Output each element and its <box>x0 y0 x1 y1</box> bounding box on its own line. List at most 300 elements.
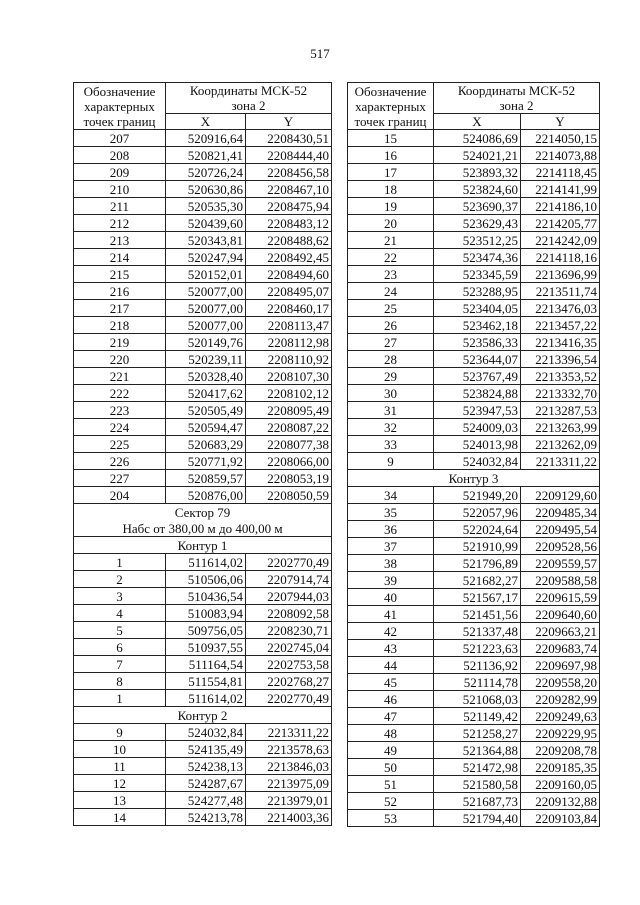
point-id: 9 <box>348 453 434 470</box>
y-coordinate: 2213846,03 <box>246 758 332 775</box>
x-coordinate: 520535,30 <box>166 198 246 215</box>
point-id: 33 <box>348 436 434 453</box>
point-id: 35 <box>348 504 434 521</box>
point-id: 53 <box>348 810 434 827</box>
table-row <box>348 436 600 453</box>
point-id: 34 <box>348 487 434 504</box>
y-coordinate: 2209249,63 <box>521 708 600 725</box>
point-id: 10 <box>74 741 166 758</box>
section-row <box>74 707 332 724</box>
table-row <box>348 725 600 742</box>
y-coordinate: 2209103,84 <box>521 810 600 827</box>
y-coordinate: 2208456,58 <box>246 164 332 181</box>
table-row <box>348 742 600 759</box>
y-coordinate: 2213396,54 <box>521 351 600 368</box>
point-id: 31 <box>348 402 434 419</box>
table-row <box>348 215 600 232</box>
header-coordinates-title: Координаты МСК-52 <box>434 83 600 99</box>
point-id: 32 <box>348 419 434 436</box>
table-row <box>74 724 332 741</box>
table-row <box>348 164 600 181</box>
x-coordinate: 511614,02 <box>166 690 246 707</box>
y-coordinate: 2209697,98 <box>521 657 600 674</box>
y-coordinate: 2213975,09 <box>246 775 332 792</box>
x-coordinate: 520726,24 <box>166 164 246 181</box>
y-coordinate: 2209132,88 <box>521 793 600 810</box>
x-coordinate: 524086,69 <box>434 130 521 147</box>
y-coordinate: 2209160,05 <box>521 776 600 793</box>
table-row <box>348 147 600 164</box>
table-row <box>74 453 332 470</box>
point-id: 221 <box>74 368 166 385</box>
point-id: 45 <box>348 674 434 691</box>
y-coordinate: 2208095,49 <box>246 402 332 419</box>
y-coordinate: 2209208,78 <box>521 742 600 759</box>
point-id: 15 <box>348 130 434 147</box>
x-coordinate: 524032,84 <box>434 453 521 470</box>
y-coordinate: 2209495,54 <box>521 521 600 538</box>
x-coordinate: 521949,20 <box>434 487 521 504</box>
x-coordinate: 520152,01 <box>166 266 246 283</box>
x-coordinate: 522024,64 <box>434 521 521 538</box>
y-coordinate: 2213332,70 <box>521 385 600 402</box>
table-row <box>74 283 332 300</box>
point-id: 2 <box>74 571 166 588</box>
x-coordinate: 520505,49 <box>166 402 246 419</box>
y-coordinate: 2208092,58 <box>246 605 332 622</box>
x-coordinate: 523824,60 <box>434 181 521 198</box>
x-coordinate: 509756,05 <box>166 622 246 639</box>
y-coordinate: 2207914,74 <box>246 571 332 588</box>
x-coordinate: 523947,53 <box>434 402 521 419</box>
x-coordinate: 521910,99 <box>434 538 521 555</box>
point-id: 218 <box>74 317 166 334</box>
y-coordinate: 2208077,38 <box>246 436 332 453</box>
point-id: 40 <box>348 589 434 606</box>
table-row <box>348 385 600 402</box>
section-label: Контур 2 <box>74 707 332 724</box>
y-coordinate: 2214073,88 <box>521 147 600 164</box>
point-id: 216 <box>74 283 166 300</box>
point-id: 38 <box>348 555 434 572</box>
header-zone: зона 2 <box>166 98 332 114</box>
x-coordinate: 520417,62 <box>166 385 246 402</box>
y-coordinate: 2209129,60 <box>521 487 600 504</box>
x-coordinate: 524213,78 <box>166 809 246 826</box>
table-row <box>348 793 600 810</box>
coordinates-table-left <box>73 82 332 826</box>
table-row <box>348 606 600 623</box>
point-id: 42 <box>348 623 434 640</box>
table-row <box>348 521 600 538</box>
y-coordinate: 2208460,17 <box>246 300 332 317</box>
section-label: Сектор 79 <box>74 504 332 521</box>
x-coordinate: 521794,40 <box>434 810 521 827</box>
table-row <box>74 605 332 622</box>
x-coordinate: 523690,37 <box>434 198 521 215</box>
x-coordinate: 521337,48 <box>434 623 521 640</box>
table-row <box>74 368 332 385</box>
table-row <box>348 487 600 504</box>
table-row <box>74 232 332 249</box>
x-coordinate: 523767,49 <box>434 368 521 385</box>
x-coordinate: 523462,18 <box>434 317 521 334</box>
y-coordinate: 2209663,21 <box>521 623 600 640</box>
point-id: 208 <box>74 147 166 164</box>
y-coordinate: 2208483,12 <box>246 215 332 232</box>
y-coordinate: 2208107,30 <box>246 368 332 385</box>
x-coordinate: 521149,42 <box>434 708 521 725</box>
y-coordinate: 2209558,20 <box>521 674 600 691</box>
point-id: 219 <box>74 334 166 351</box>
y-coordinate: 2214003,36 <box>246 809 332 826</box>
y-coordinate: 2208053,19 <box>246 470 332 487</box>
point-id: 209 <box>74 164 166 181</box>
point-id: 7 <box>74 656 166 673</box>
point-id: 52 <box>348 793 434 810</box>
x-coordinate: 521687,73 <box>434 793 521 810</box>
y-coordinate: 2213262,09 <box>521 436 600 453</box>
table-row <box>348 317 600 334</box>
table-row <box>74 622 332 639</box>
y-coordinate: 2202768,27 <box>246 673 332 690</box>
y-coordinate: 2208492,45 <box>246 249 332 266</box>
y-coordinate: 2202753,58 <box>246 656 332 673</box>
x-coordinate: 521136,92 <box>434 657 521 674</box>
y-coordinate: 2213311,22 <box>246 724 332 741</box>
header-point-designation: Обозначение характерных точек границ <box>74 83 166 130</box>
y-coordinate: 2208230,71 <box>246 622 332 639</box>
point-id: 213 <box>74 232 166 249</box>
y-coordinate: 2214118,45 <box>521 164 600 181</box>
x-coordinate: 521451,56 <box>434 606 521 623</box>
header-row <box>348 83 600 99</box>
table-row <box>348 572 600 589</box>
section-row <box>74 537 332 554</box>
point-id: 207 <box>74 130 166 147</box>
point-id: 220 <box>74 351 166 368</box>
x-coordinate: 520077,00 <box>166 300 246 317</box>
y-coordinate: 2208087,22 <box>246 419 332 436</box>
x-coordinate: 524238,13 <box>166 758 246 775</box>
x-coordinate: 521258,27 <box>434 725 521 742</box>
point-id: 11 <box>74 758 166 775</box>
point-id: 46 <box>348 691 434 708</box>
point-id: 39 <box>348 572 434 589</box>
table-row <box>74 690 332 707</box>
point-id: 211 <box>74 198 166 215</box>
point-id: 41 <box>348 606 434 623</box>
y-coordinate: 2209229,95 <box>521 725 600 742</box>
x-coordinate: 520439,60 <box>166 215 246 232</box>
y-coordinate: 2208467,10 <box>246 181 332 198</box>
table-row <box>348 776 600 793</box>
point-id: 210 <box>74 181 166 198</box>
x-coordinate: 521364,88 <box>434 742 521 759</box>
table-row <box>348 249 600 266</box>
table-row <box>74 215 332 232</box>
header-row <box>74 83 332 99</box>
x-coordinate: 521580,58 <box>434 776 521 793</box>
point-id: 50 <box>348 759 434 776</box>
y-coordinate: 2208110,92 <box>246 351 332 368</box>
y-coordinate: 2209528,56 <box>521 538 600 555</box>
x-coordinate: 524032,84 <box>166 724 246 741</box>
point-id: 48 <box>348 725 434 742</box>
y-coordinate: 2208475,94 <box>246 198 332 215</box>
table-row <box>348 708 600 725</box>
x-coordinate: 521223,63 <box>434 640 521 657</box>
x-coordinate: 520683,29 <box>166 436 246 453</box>
table-row <box>348 589 600 606</box>
y-coordinate: 2213457,22 <box>521 317 600 334</box>
table-row <box>74 130 332 147</box>
table-body-right <box>348 83 600 827</box>
y-coordinate: 2208113,47 <box>246 317 332 334</box>
table-row <box>348 181 600 198</box>
table-row <box>348 555 600 572</box>
point-id: 224 <box>74 419 166 436</box>
y-coordinate: 2208066,00 <box>246 453 332 470</box>
section-row <box>348 470 600 487</box>
point-id: 214 <box>74 249 166 266</box>
x-coordinate: 524021,21 <box>434 147 521 164</box>
point-id: 5 <box>74 622 166 639</box>
y-coordinate: 2208495,07 <box>246 283 332 300</box>
point-id: 27 <box>348 334 434 351</box>
x-coordinate: 520859,57 <box>166 470 246 487</box>
point-id: 30 <box>348 385 434 402</box>
coordinates-table-right <box>347 82 600 827</box>
point-id: 23 <box>348 266 434 283</box>
y-coordinate: 2213578,63 <box>246 741 332 758</box>
table-row <box>348 232 600 249</box>
table-row <box>74 402 332 419</box>
point-id: 43 <box>348 640 434 657</box>
point-id: 1 <box>74 690 166 707</box>
table-row <box>348 351 600 368</box>
x-coordinate: 520594,47 <box>166 419 246 436</box>
table-row <box>74 639 332 656</box>
table-row <box>348 283 600 300</box>
y-coordinate: 2214141,99 <box>521 181 600 198</box>
section-label: Контур 3 <box>348 470 600 487</box>
point-id: 204 <box>74 487 166 504</box>
x-coordinate: 524009,03 <box>434 419 521 436</box>
table-row <box>74 758 332 775</box>
point-id: 215 <box>74 266 166 283</box>
table-row <box>74 487 332 504</box>
point-id: 49 <box>348 742 434 759</box>
section-row <box>74 520 332 537</box>
table-row <box>348 266 600 283</box>
table-row <box>348 691 600 708</box>
table-body-left <box>74 83 332 826</box>
x-coordinate: 523474,36 <box>434 249 521 266</box>
table-row <box>74 775 332 792</box>
x-coordinate: 523288,95 <box>434 283 521 300</box>
table-row <box>74 181 332 198</box>
x-coordinate: 524013,98 <box>434 436 521 453</box>
y-coordinate: 2213311,22 <box>521 453 600 470</box>
point-id: 1 <box>74 554 166 571</box>
table-row <box>74 385 332 402</box>
table-row <box>348 623 600 640</box>
x-coordinate: 510436,54 <box>166 588 246 605</box>
point-id: 223 <box>74 402 166 419</box>
x-coordinate: 521796,89 <box>434 555 521 572</box>
y-coordinate: 2209615,59 <box>521 589 600 606</box>
x-coordinate: 511164,54 <box>166 656 246 673</box>
point-id: 51 <box>348 776 434 793</box>
y-coordinate: 2208430,51 <box>246 130 332 147</box>
table-row <box>348 130 600 147</box>
header-coordinates-title: Координаты МСК-52 <box>166 83 332 99</box>
point-id: 44 <box>348 657 434 674</box>
section-label: Набс от 380,00 м до 400,00 м <box>74 520 332 537</box>
y-coordinate: 2208102,12 <box>246 385 332 402</box>
table-row <box>348 402 600 419</box>
table-row <box>74 741 332 758</box>
table-row <box>74 419 332 436</box>
point-id: 12 <box>74 775 166 792</box>
x-coordinate: 523824,88 <box>434 385 521 402</box>
x-coordinate: 522057,96 <box>434 504 521 521</box>
table-row <box>348 198 600 215</box>
x-coordinate: 523644,07 <box>434 351 521 368</box>
table-row <box>74 147 332 164</box>
point-id: 9 <box>74 724 166 741</box>
point-id: 28 <box>348 351 434 368</box>
y-coordinate: 2208050,59 <box>246 487 332 504</box>
y-coordinate: 2207944,03 <box>246 588 332 605</box>
x-coordinate: 521114,78 <box>434 674 521 691</box>
header-y: Y <box>246 114 332 130</box>
point-id: 226 <box>74 453 166 470</box>
point-id: 222 <box>74 385 166 402</box>
point-id: 22 <box>348 249 434 266</box>
point-id: 14 <box>74 809 166 826</box>
y-coordinate: 2209559,57 <box>521 555 600 572</box>
x-coordinate: 520077,00 <box>166 283 246 300</box>
page-number: 517 <box>310 46 330 61</box>
header-point-designation: Обозначение характерных точек границ <box>348 83 434 130</box>
point-id: 8 <box>74 673 166 690</box>
y-coordinate: 2213353,52 <box>521 368 600 385</box>
table-row <box>74 571 332 588</box>
point-id: 36 <box>348 521 434 538</box>
y-coordinate: 2209185,35 <box>521 759 600 776</box>
x-coordinate: 523629,43 <box>434 215 521 232</box>
y-coordinate: 2202770,49 <box>246 554 332 571</box>
section-label: Контур 1 <box>74 537 332 554</box>
x-coordinate: 520916,64 <box>166 130 246 147</box>
x-coordinate: 520239,11 <box>166 351 246 368</box>
x-coordinate: 520821,41 <box>166 147 246 164</box>
x-coordinate: 521567,17 <box>434 589 521 606</box>
x-coordinate: 523404,05 <box>434 300 521 317</box>
x-coordinate: 521068,03 <box>434 691 521 708</box>
table-row <box>348 759 600 776</box>
point-id: 3 <box>74 588 166 605</box>
x-coordinate: 511554,81 <box>166 673 246 690</box>
y-coordinate: 2202770,49 <box>246 690 332 707</box>
table-row <box>348 538 600 555</box>
y-coordinate: 2214118,16 <box>521 249 600 266</box>
x-coordinate: 510937,55 <box>166 639 246 656</box>
point-id: 18 <box>348 181 434 198</box>
x-coordinate: 520630,86 <box>166 181 246 198</box>
point-id: 17 <box>348 164 434 181</box>
point-id: 21 <box>348 232 434 249</box>
x-coordinate: 524277,48 <box>166 792 246 809</box>
y-coordinate: 2208494,60 <box>246 266 332 283</box>
header-y: Y <box>521 114 600 130</box>
table-row <box>348 657 600 674</box>
table-row <box>348 368 600 385</box>
header-zone: зона 2 <box>434 98 600 114</box>
table-row <box>74 351 332 368</box>
y-coordinate: 2209282,99 <box>521 691 600 708</box>
y-coordinate: 2208112,98 <box>246 334 332 351</box>
x-coordinate: 520343,81 <box>166 232 246 249</box>
y-coordinate: 2213696,99 <box>521 266 600 283</box>
table-row <box>74 266 332 283</box>
point-id: 225 <box>74 436 166 453</box>
y-coordinate: 2213476,03 <box>521 300 600 317</box>
x-coordinate: 521682,27 <box>434 572 521 589</box>
table-row <box>74 554 332 571</box>
point-id: 29 <box>348 368 434 385</box>
table-row <box>348 300 600 317</box>
table-row <box>74 588 332 605</box>
table-row <box>74 436 332 453</box>
y-coordinate: 2213979,01 <box>246 792 332 809</box>
table-row <box>74 249 332 266</box>
point-id: 6 <box>74 639 166 656</box>
table-row <box>348 674 600 691</box>
y-coordinate: 2213511,74 <box>521 283 600 300</box>
y-coordinate: 2208444,40 <box>246 147 332 164</box>
table-row <box>74 656 332 673</box>
header-x: X <box>166 114 246 130</box>
table-row <box>348 504 600 521</box>
y-coordinate: 2213287,53 <box>521 402 600 419</box>
y-coordinate: 2213416,35 <box>521 334 600 351</box>
y-coordinate: 2209683,74 <box>521 640 600 657</box>
y-coordinate: 2213263,99 <box>521 419 600 436</box>
x-coordinate: 523586,33 <box>434 334 521 351</box>
y-coordinate: 2214205,77 <box>521 215 600 232</box>
x-coordinate: 520077,00 <box>166 317 246 334</box>
x-coordinate: 523893,32 <box>434 164 521 181</box>
x-coordinate: 520328,40 <box>166 368 246 385</box>
table-row <box>74 809 332 826</box>
table-row <box>348 640 600 657</box>
table-row <box>74 164 332 181</box>
table-row <box>74 470 332 487</box>
x-coordinate: 520247,94 <box>166 249 246 266</box>
y-coordinate: 2208488,62 <box>246 232 332 249</box>
y-coordinate: 2209485,34 <box>521 504 600 521</box>
table-row <box>348 810 600 827</box>
x-coordinate: 520149,76 <box>166 334 246 351</box>
point-id: 47 <box>348 708 434 725</box>
y-coordinate: 2214186,10 <box>521 198 600 215</box>
x-coordinate: 510506,06 <box>166 571 246 588</box>
point-id: 26 <box>348 317 434 334</box>
x-coordinate: 520876,00 <box>166 487 246 504</box>
